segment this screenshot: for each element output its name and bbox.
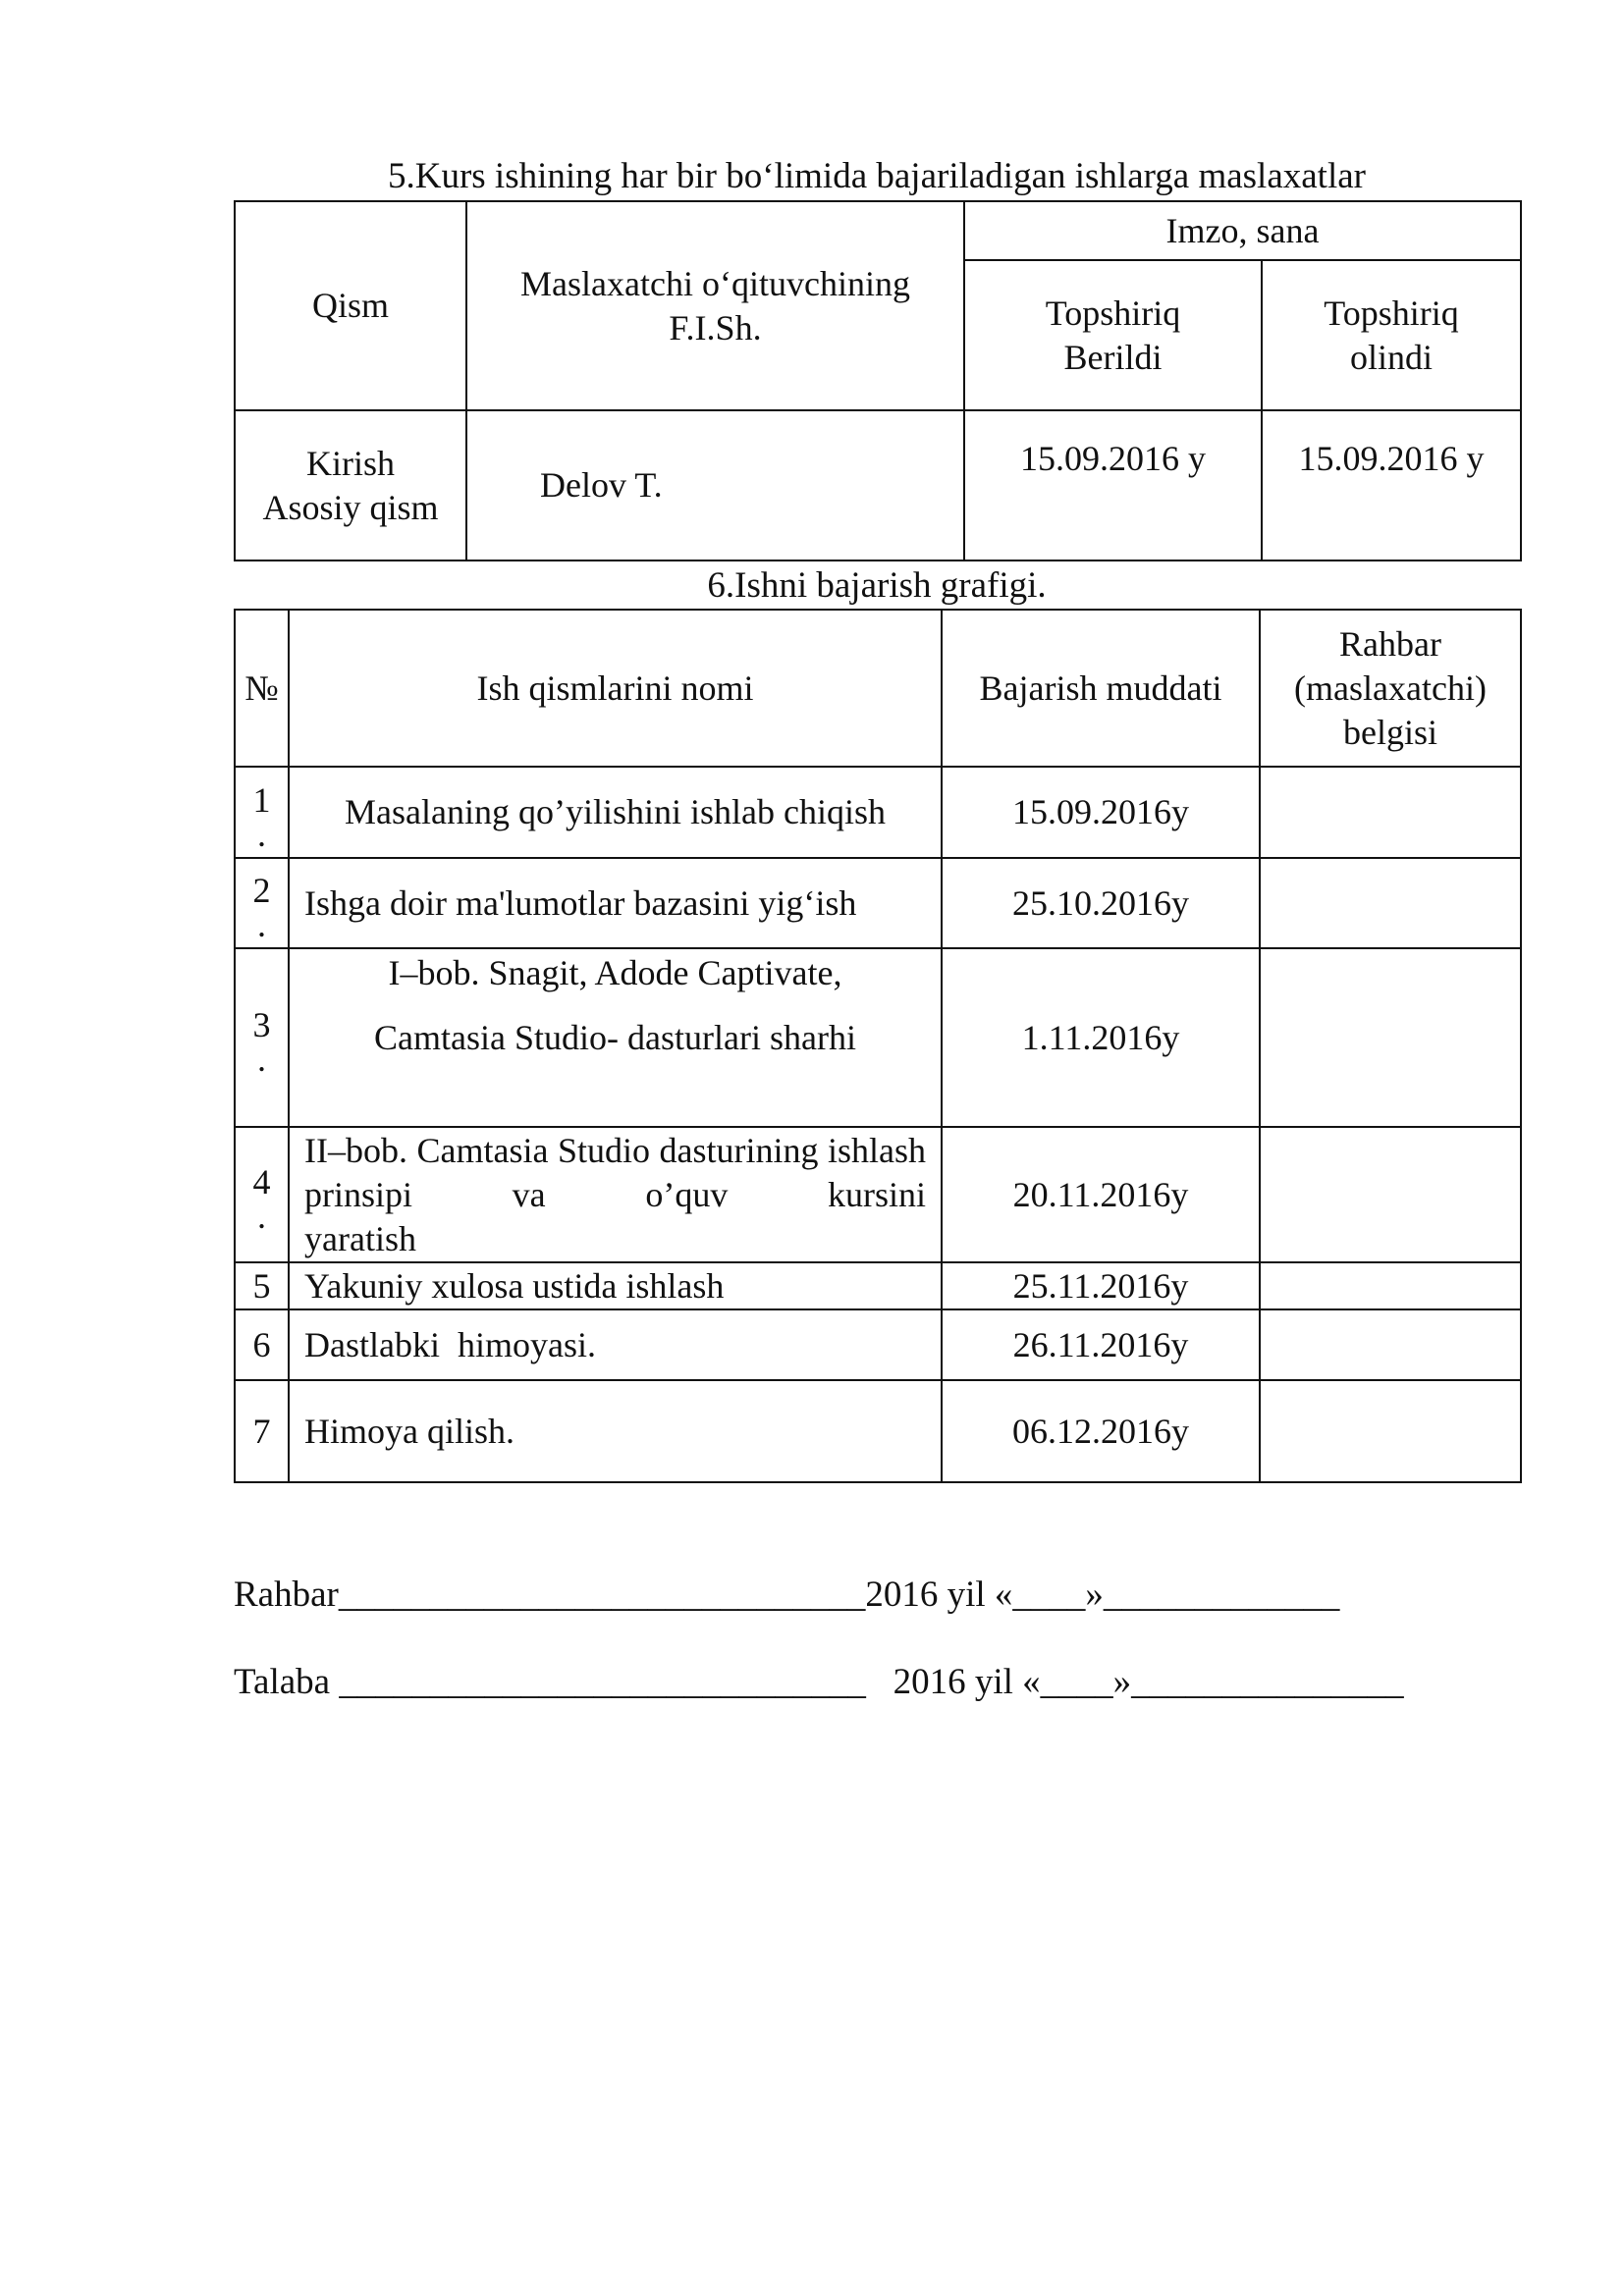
row-num-dot: .	[257, 905, 266, 944]
table-row	[235, 1380, 1521, 1482]
header-consultant-line2: F.I.Sh.	[669, 307, 762, 347]
signature-line-rahbar: Rahbar_____________________________2016 yil «____»_____________	[234, 1575, 1340, 1615]
row-name: Ishga doir ma'lumotlar bazasini yig‘ish	[289, 858, 942, 948]
header-sign-line1: Rahbar	[1339, 623, 1441, 664]
row-num-value: 3	[252, 1005, 271, 1044]
header-sign-line2: (maslaxatchi)	[1294, 667, 1487, 708]
signature-line-talaba: Talaba _____________________________ 2016 yil «____»_______________	[234, 1662, 1404, 1702]
row-name: Dastlabki himoyasi.	[289, 1309, 942, 1380]
row-num: 6	[235, 1309, 289, 1380]
row-num	[235, 858, 289, 948]
table-row	[235, 1127, 1521, 1262]
header-given-line1: Topshiriq	[1045, 293, 1181, 333]
row-num-value: 4	[252, 1162, 271, 1201]
row-sign	[1260, 1380, 1521, 1482]
header-consultant	[466, 201, 964, 410]
header-received	[1262, 260, 1521, 410]
header-deadline: Bajarish muddati	[942, 610, 1260, 767]
table-row	[235, 948, 1521, 1127]
table-row	[235, 767, 1521, 858]
row-deadline: 26.11.2016y	[942, 1309, 1260, 1380]
row-name-part2: yaratish	[304, 1218, 416, 1258]
header-consultant-line1: Maslaxatchi o‘qituvchining	[520, 263, 910, 303]
row-sign	[1260, 1127, 1521, 1262]
row-num-dot: .	[257, 814, 266, 854]
header-sign	[1260, 610, 1521, 767]
row-name-line2: Camtasia Studio- dasturlari sharhi	[374, 1018, 856, 1057]
row-num	[235, 948, 289, 1127]
row-deadline: 25.10.2016y	[942, 858, 1260, 948]
row-num-dot: .	[257, 1197, 266, 1236]
row-num-value: 1	[252, 779, 271, 820]
header-received-line1: Topshiriq	[1324, 293, 1459, 333]
row-num-dot: .	[257, 1040, 266, 1079]
header-imzo-sana: Imzo, sana	[964, 201, 1521, 260]
row-consultant: Delov T.	[466, 410, 964, 561]
row-sign	[1260, 767, 1521, 858]
header-name: Ish qismlarini nomi	[289, 610, 942, 767]
row-received-date: 15.09.2016 y	[1262, 410, 1521, 561]
row-sign	[1260, 948, 1521, 1127]
row-qism-line1: Kirish	[306, 443, 395, 483]
header-num: №	[235, 610, 289, 767]
row-name-part1: II–bob. Camtasia Studio dasturining ishlash prinsipi va o’quv kursini	[304, 1130, 926, 1214]
row-num	[235, 1127, 289, 1262]
header-sign-line3: belgisi	[1343, 712, 1437, 752]
section6-title: 6.Ishni bajarish grafigi.	[707, 565, 1047, 606]
table-row	[235, 858, 1521, 948]
section5-title: 5.Kurs ishining har bir bo‘limida bajariladigan ishlarga maslaxatlar	[387, 156, 1366, 196]
row-num	[235, 767, 289, 858]
row-name	[289, 1127, 942, 1262]
row-name-line1: I–bob. Snagit, Adode Captivate,	[388, 953, 842, 992]
consultations-table	[234, 200, 1522, 561]
row-num: 7	[235, 1380, 289, 1482]
row-qism	[235, 410, 466, 561]
row-name: Himoya qilish.	[289, 1380, 942, 1482]
row-num-value: 2	[252, 871, 271, 910]
row-deadline: 20.11.2016y	[942, 1127, 1260, 1262]
row-given-date: 15.09.2016 y	[964, 410, 1262, 561]
row-name: Yakuniy xulosa ustida ishlash	[289, 1262, 942, 1309]
row-sign	[1260, 858, 1521, 948]
table-row	[235, 1262, 1521, 1309]
row-name	[289, 948, 942, 1127]
table-row	[235, 410, 1521, 561]
schedule-table	[234, 609, 1522, 1483]
header-given	[964, 260, 1262, 410]
row-sign	[1260, 1309, 1521, 1380]
row-deadline: 06.12.2016y	[942, 1380, 1260, 1482]
row-deadline: 15.09.2016y	[942, 767, 1260, 858]
header-received-line2: olindi	[1349, 337, 1433, 377]
row-deadline: 1.11.2016y	[942, 948, 1260, 1127]
row-num: 5	[235, 1262, 289, 1309]
row-name: Masalaning qo’yilishini ishlab chiqish	[289, 767, 942, 858]
row-qism-line2: Asosiy qism	[262, 487, 439, 527]
header-given-line2: Berildi	[1063, 337, 1163, 377]
row-deadline: 25.11.2016y	[942, 1262, 1260, 1309]
table-row	[235, 1309, 1521, 1380]
row-sign	[1260, 1262, 1521, 1309]
header-qism: Qism	[235, 201, 466, 410]
